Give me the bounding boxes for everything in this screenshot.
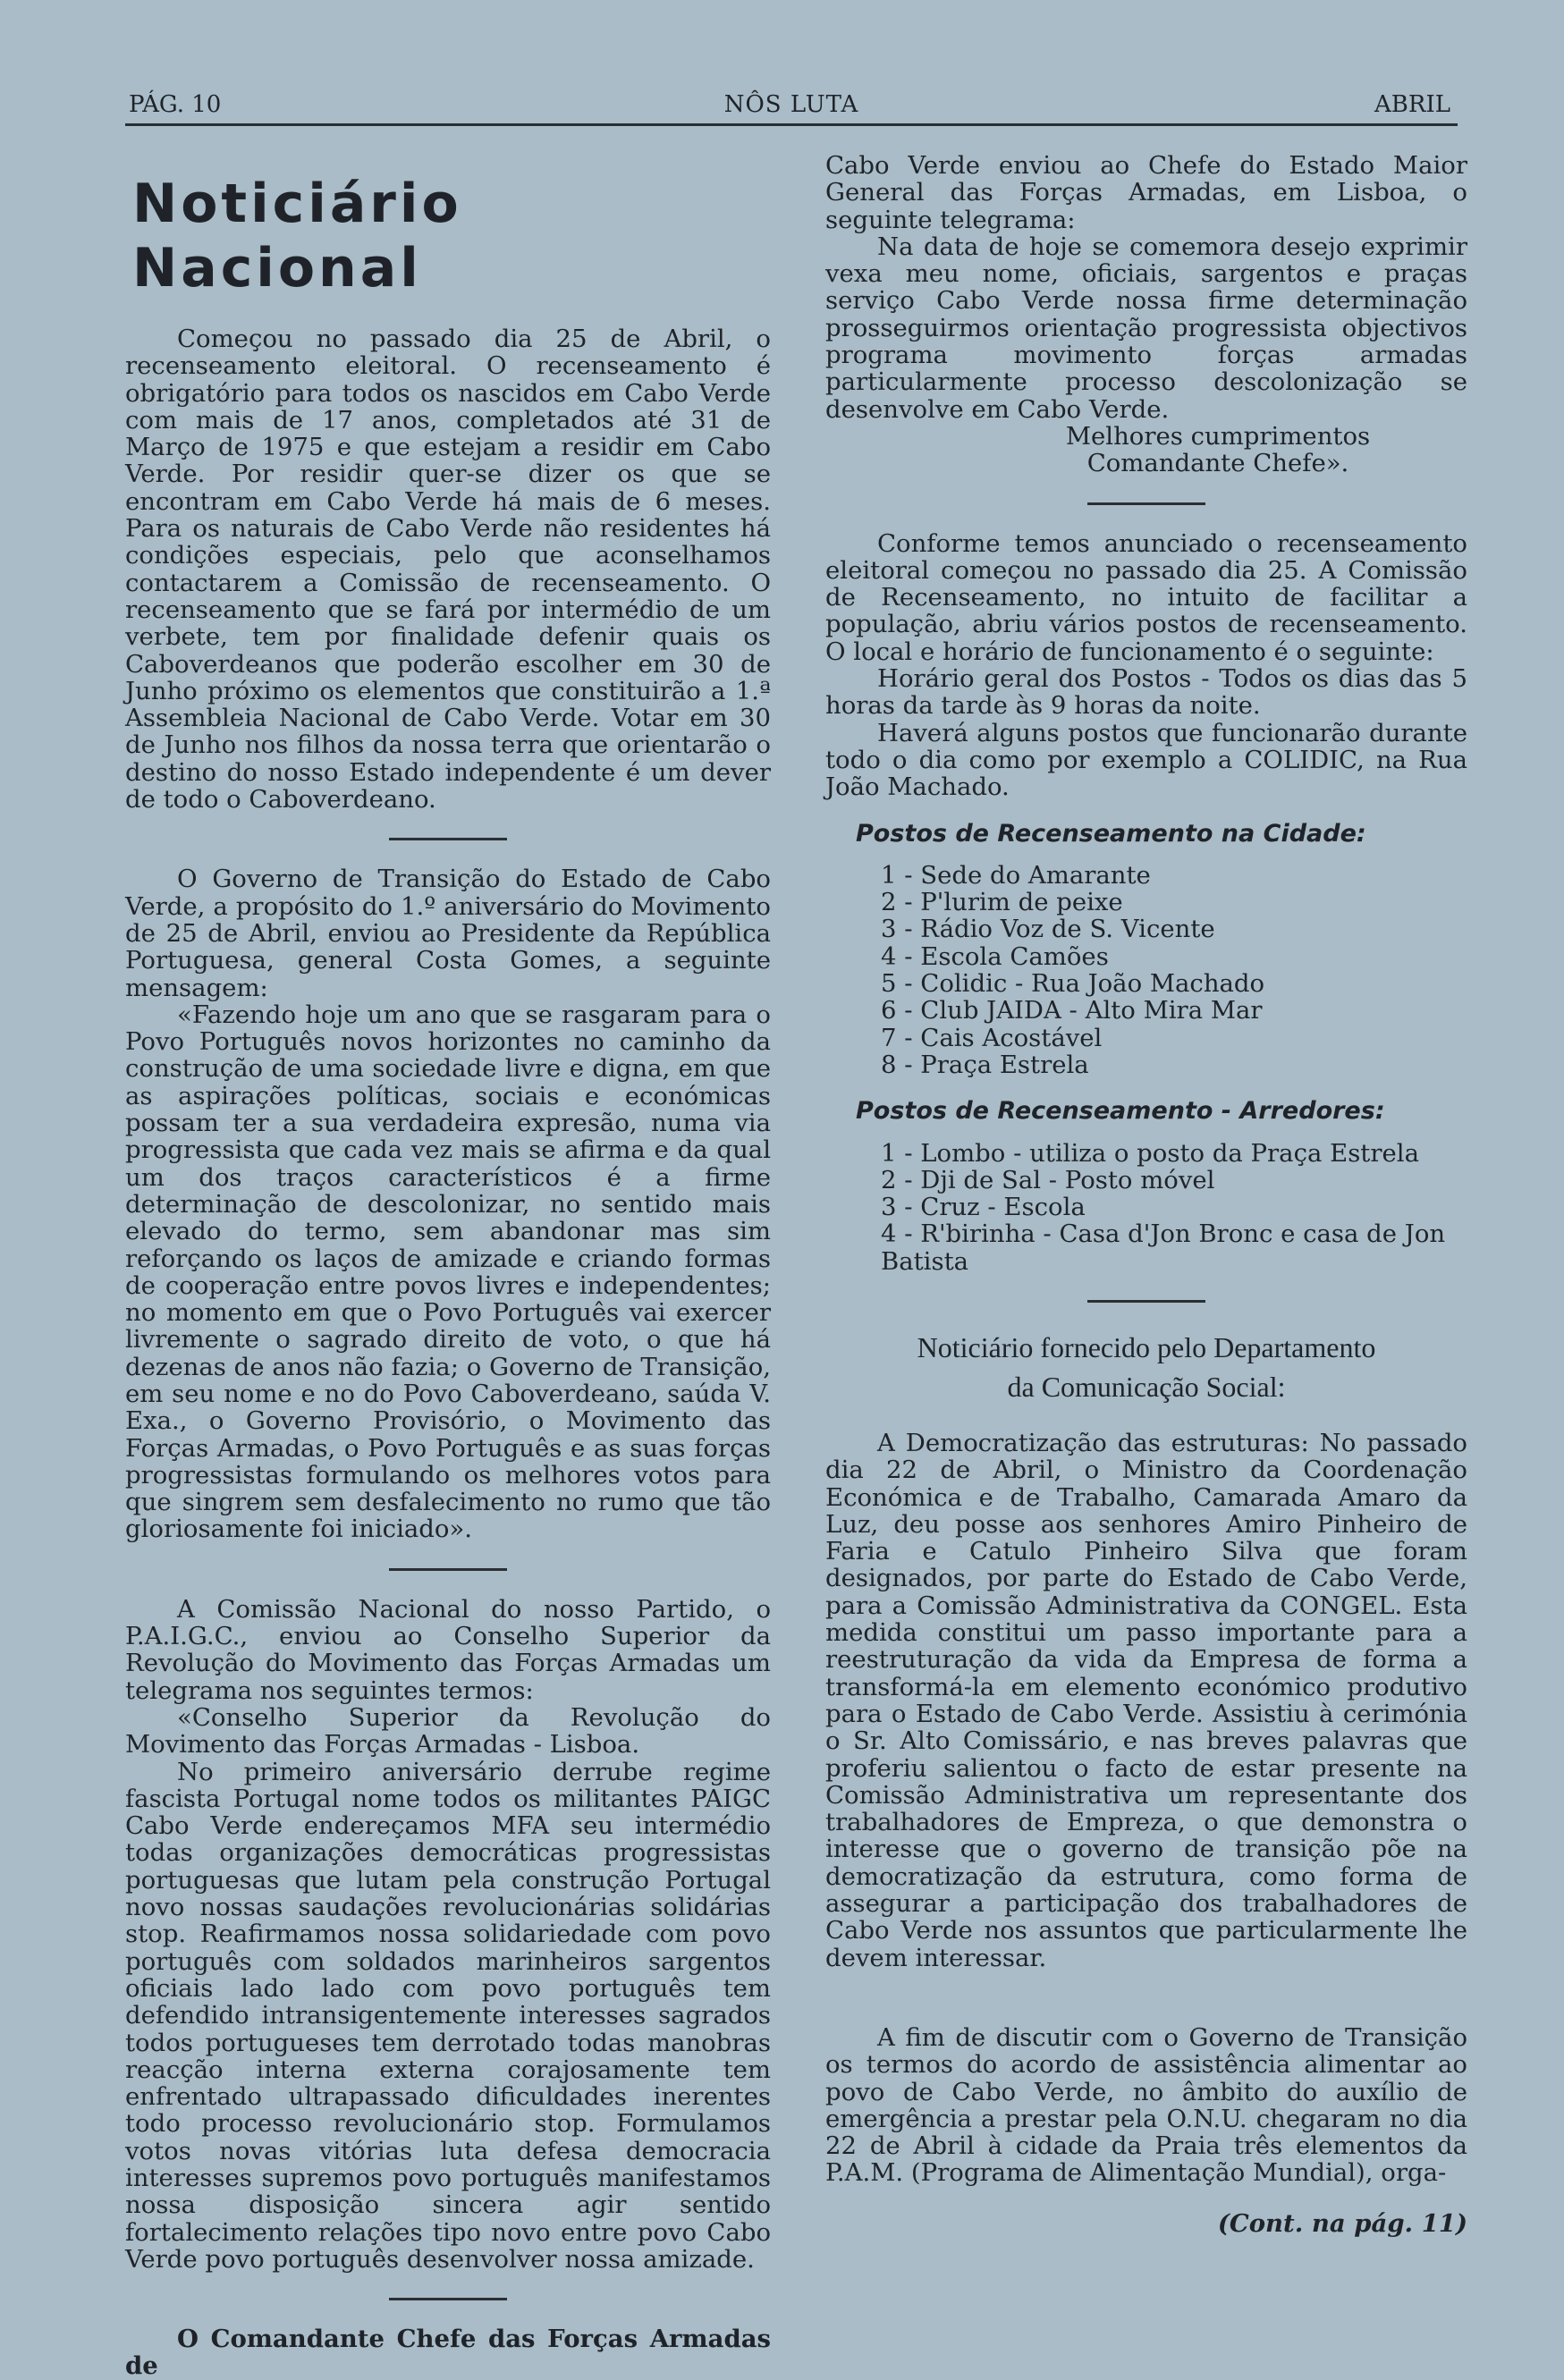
list-postos-cidade [825,862,1467,1078]
list-postos-arredores [825,1140,1467,1275]
heading-departamento-line-2: da Comunicação Social: [1007,1370,1286,1403]
article-recenseamento: Começou no passado dia 25 de Abril, o recenseamento eleitoral. O recenseamento é obrigatório para todos os nascidos em Cabo Verde com mais de 17 anos, completados até 31 de Março de 1975 e que estejam a residir em Cabo Verde. Por residir quer-se dizer os que se encontram em Cabo Verde há mais de 6 meses. Para os naturais de Cabo Verde não residentes há condições especiais, pelo que aconselhamos contactarem a Comissão de recenseamento. O recenseamento que se fará por intermédio de um verbete, tem por finalidade defenir quais os Caboverdeanos que poderão escolher em 30 de Junho próximo os elementos que constituirão a 1.ª Assembleia Nacional de Cabo Verde. Votar em 30 de Junho nos filhos da nossa terra que orientarão o destino do nosso Estado independente é um dever de todo o Caboverdeano. [125,325,771,814]
list-item: 4 - R'birinha - Casa d'Jon Bronc e casa de Jon Batista [881,1220,1446,1276]
page-title: Noticiário Nacional [132,173,462,300]
list-item: 1 - Sede do Amarante [881,860,1151,890]
heading-postos-arredores: Postos de Recenseamento - Arredores: [856,1097,1385,1126]
article-paigc-intro: A Comissão Nacional do nosso Partido, o P.A.I.G.C., enviou ao Conselho Superior da Revolução do Movimento das Forças Armadas um telegrama nos seguintes termos: [125,1594,771,1705]
signature-line-2: Comandante Chefe». [1086,449,1349,478]
list-item: 1 - Lombo - utiliza o posto da Praça Estrela [881,1138,1419,1168]
right-column [825,152,1467,2237]
article-postos-intro: Conforme temos anunciado o recenseamento eleitoral começou no passado dia 25. A Comissão de Recenseamento, no intuito de facilitar a população, abriu vários postos de recenseamento. O local e horário de funcionamento é o seguinte: [825,528,1467,666]
telegram-comandante: Na data de hoje se comemora desejo exprimir vexa meu nome, oficiais, sargentos e praças serviço Cabo Verde nossa firme determinação prosseguirmos orientação progressista objectivos programa movimento forças armadas particularmente processo descolonização se desenvolve em Cabo Verde. [825,232,1467,424]
list-item: 3 - Cruz - Escola [881,1193,1086,1222]
page-header [125,82,1458,126]
divider [1087,502,1205,505]
list-item: 8 - Praça Estrela [881,1050,1089,1079]
divider [1087,1300,1205,1303]
heading-departamento-line-1: Noticiário fornecido pelo Departamento [917,1330,1376,1363]
divider [389,838,507,840]
heading-departamento [825,1328,1467,1406]
list-item: 2 - Dji de Sal - Posto móvel [881,1165,1215,1194]
continuation-note: (Cont. na pág. 11) [1217,2208,1467,2238]
left-column [125,152,771,2380]
article-congel: A Democratização das estruturas: No passado dia 22 de Abril, o Ministro da Coordenação Económica e de Trabalho, Camarada Amaro da Luz, deu posse aos senhores Amiro Pinheiro de Faria e Catulo Pinheiro Silva que foram designados, por parte do Estado de Cabo Verde, para a Comissão Administrativa da CONGEL. Esta medida constitui um passo importante para a reestruturação da vida da Empresa de forma a transformá-la em elemento económico produtivo para o Estado de Cabo Verde. Assistiu à cerimónia o Sr. Alto Comissário, e nas breves palavras que proferiu salientou o facto de estar presente na Comissão Administrativa um representante dos trabalhadores de Empreza, o que demonstra o interesse que o governo de transição põe na democratização da estrutura, como forma de assegurar a participação dos trabalhadores de Cabo Verde nos assuntos que particularmente lhe devem interessar. [825,1428,1467,1972]
list-item: 2 - P'lurim de peixe [881,888,1123,917]
page-number: PÁG. 10 [129,91,222,118]
postos-colidic: Haverá alguns postos que funcionarão durante todo o dia como por exemplo a COLIDIC, na Rua João Machado. [825,718,1467,802]
signature-line-1: Melhores cumprimentos [1065,421,1371,451]
postos-horario: Horário geral dos Postos - Todos os dias das 5 horas da tarde às 9 horas da noite. [825,664,1467,721]
list-item: 7 - Cais Acostável [881,1023,1103,1052]
list-item: 5 - Colidic - Rua João Machado [881,969,1265,999]
telegram-paigc: No primeiro aniversário derrube regime fascista Portugal nome todos os militantes PAIGC Cabo Verde endereçamos MFA seu intermédio todas organizações democráticas progressistas portuguesas que lutam pela construção Portugal novo nossas saudações revolucionárias solidárias stop. Reafirmamos nossa solidariedade com povo português com soldados marinheiros sargentos oficiais lado lado com povo português tem defendido intransigentemente interesses sagrados todos portugueses tem derrotado todas manobras reacção interna externa corajosamente tem enfrentado ultrapassado dificuldades inerentes todo processo revolucionário stop. Formulamos votos novas vitórias luta defesa democracia interesses supremos povo português manifestamos nossa disposição sincera agir sentido fortalecimento relações tipo novo entre povo Cabo Verde povo português desenvolver nossa amizade. [125,1757,771,2274]
publication-name: NÔS LUTA [723,91,859,118]
heading-postos-cidade: Postos de Recenseamento na Cidade: [856,819,1366,848]
divider [389,2298,507,2300]
article-governo-intro: O Governo de Transição do Estado de Cabo Verde, a propósito do 1.º aniversário do Movimento de 25 de Abril, enviou ao Presidente da República Portuguesa, general Costa Gomes, a seguinte mensagem: [125,865,771,1002]
list-item: 4 - Escola Camões [881,941,1109,971]
telegram-address: «Conselho Superior da Revolução do Movimento das Forças Armadas - Lisboa. [125,1702,771,1760]
divider [389,1568,507,1571]
article-pam: A fim de discutir com o Governo de Transição os termos do acordo de assistência alimentar ao povo de Cabo Verde, no âmbito do auxílio de emergência a prestar pela O.N.U. chegaram no dia 22 de Abril à cidade da Praia três elementos da P.A.M. (Programa de Alimentação Mundial), orga- [825,2022,1467,2188]
article-comandante-cont: Cabo Verde enviou ao Chefe do Estado Maior General das Forças Armadas, em Lisboa, o seguinte telegrama: [825,151,1467,234]
article-comandante-start: O Comandante Chefe das Forças Armadas de [125,2325,771,2380]
spacer [1087,1996,1205,1999]
list-item: 3 - Rádio Voz de S. Vicente [881,915,1215,944]
issue-month: ABRIL [1374,91,1450,118]
list-item: 6 - Club JAIDA - Alto Mira Mar [881,996,1263,1025]
message-governo: «Fazendo hoje um ano que se rasgaram para o Povo Português novos horizontes no caminho da construção de uma sociedade livre e digna, em que as aspirações políticas, sociais e económicas possam ter a sua verdadeira expresão, numa via progressista que cada vez mais se afirma e da qual um dos traços característicos é a firme determinação de descolonizar, no sentido mais elevado do termo, sem abandonar mas sim reforçando os laços de amizade e criando formas de cooperação entre povos livres e independentes; no momento em que o Povo Português vai exercer livremente o sagrado direito de voto, o que há dezenas de anos não fazia; o Governo de Transição, em seu nome e no do Povo Caboverdeano, saúda V. Exa., o Governo Provisório, o Movimento das Forças Armadas, o Povo Português e as suas forças progressistas formulando os melhores votos para que singrem sem desfalecimento no rumo que tão gloriosamente foi iniciado». [125,1000,771,1544]
